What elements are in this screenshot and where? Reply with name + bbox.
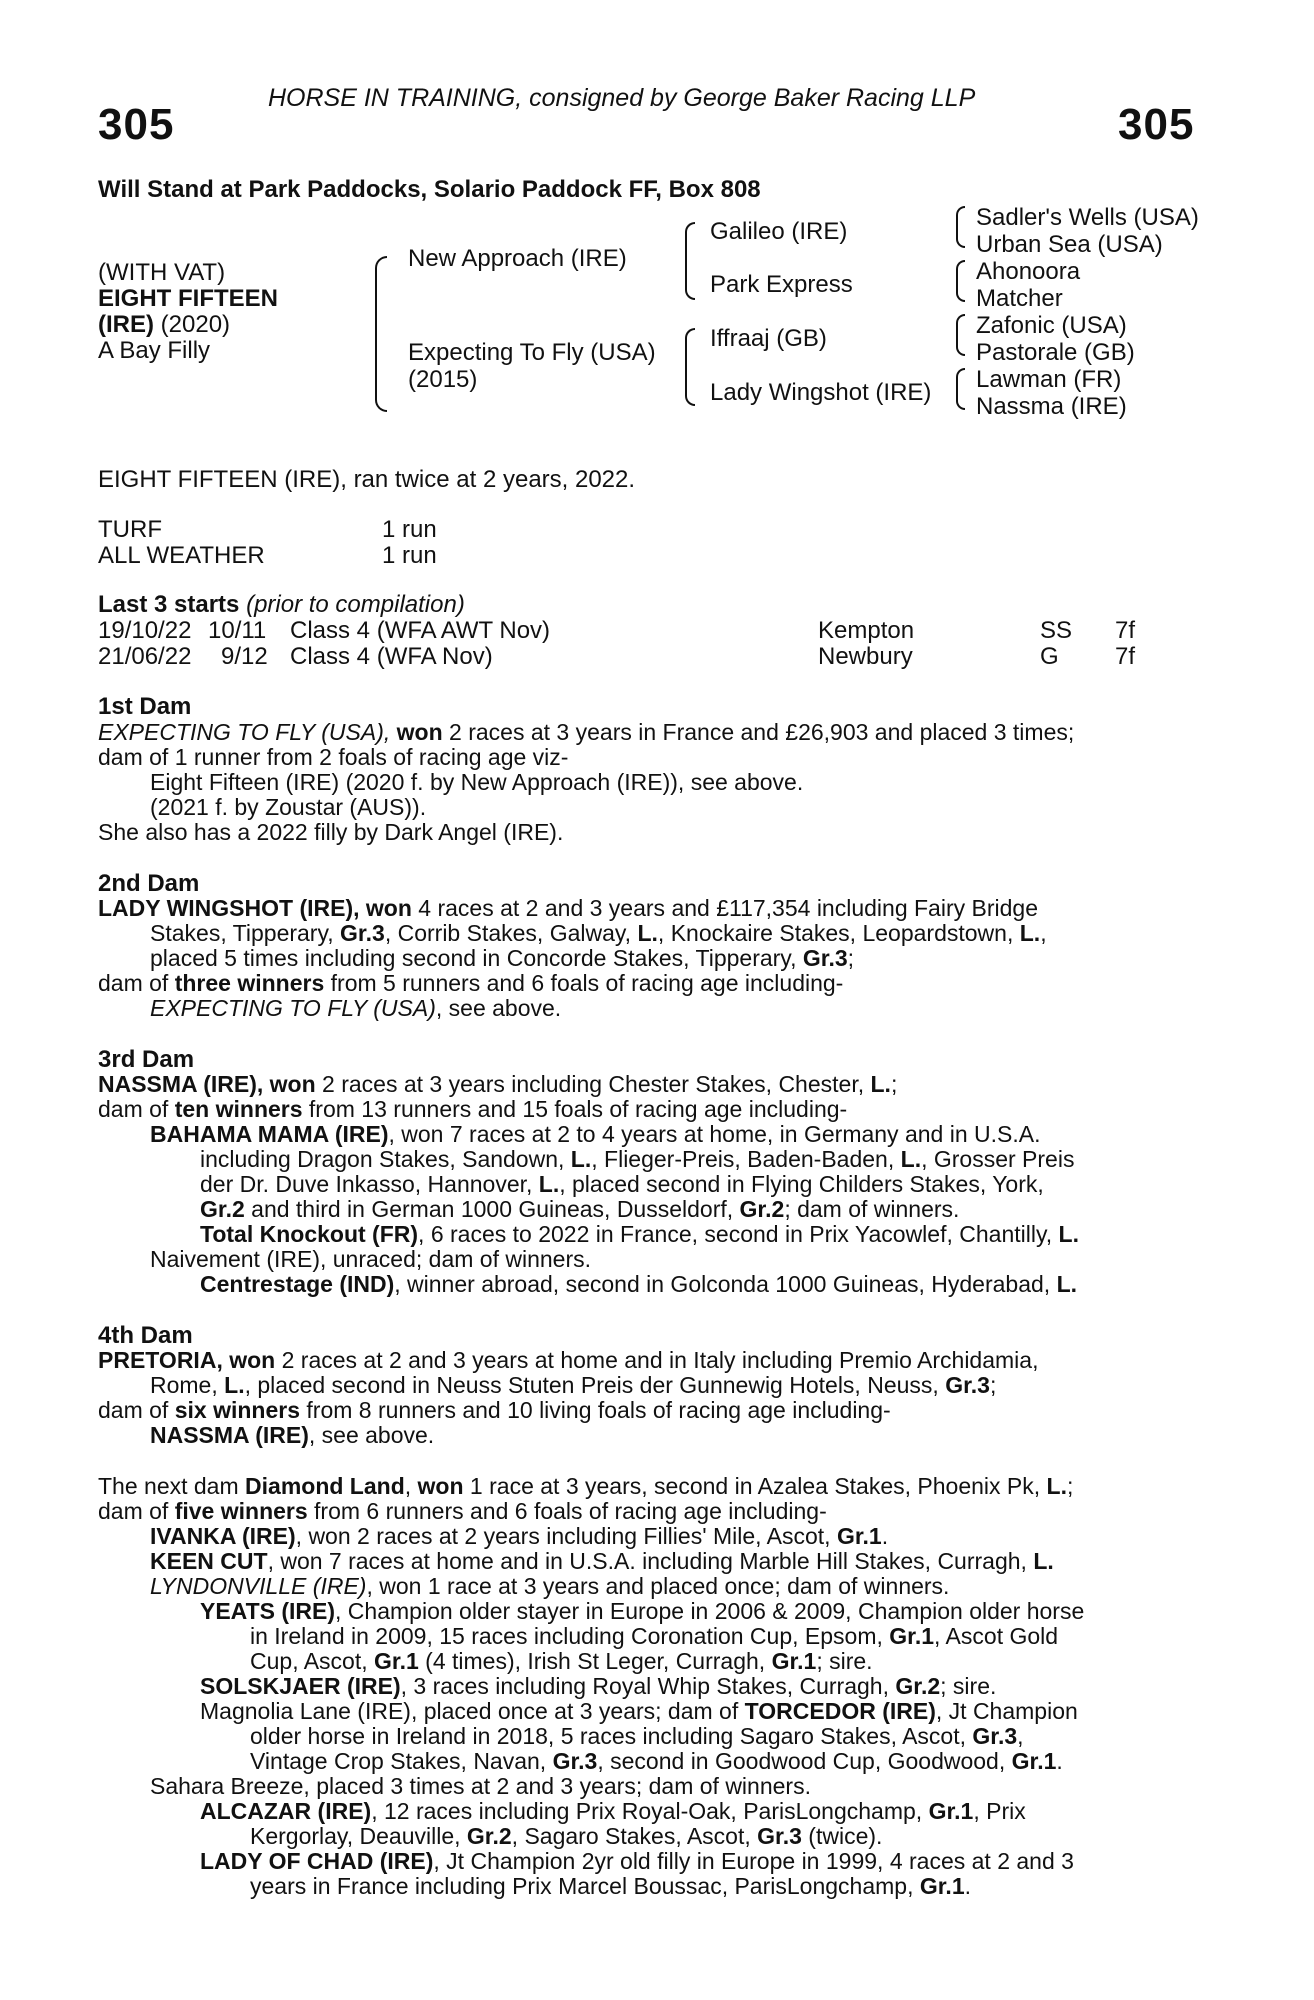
dam2-heading: 2nd Dam — [98, 870, 200, 897]
dam1-line: dam of 1 runner from 2 foals of racing age viz- — [98, 744, 569, 770]
catalogue-header: HORSE IN TRAINING, consigned by George Baker Racing LLP — [268, 84, 976, 112]
stand-location: Will Stand at Park Paddocks, Solario Paddock FF, Box 808 — [98, 176, 761, 203]
next-dam-line: Kergorlay, Deauville, Gr.2, Sagaro Stakes, Ascot, Gr.3 (twice). — [250, 1823, 883, 1849]
dam4-line: NASSMA (IRE), see above. — [150, 1422, 435, 1448]
dam3-line: including Dragon Stakes, Sandown, L., Flieger-Preis, Baden-Baden, L., Grosser Preis — [200, 1146, 1075, 1172]
dam3-line: Total Knockout (FR), 6 races to 2022 in France, second in Prix Yacowlef, Chantilly, L. — [200, 1221, 1079, 1247]
next-dam-line: in Ireland in 2009, 15 races including Coronation Cup, Epsom, Gr.1, Ascot Gold — [250, 1623, 1059, 1649]
racing-summary: EIGHT FIFTEEN (IRE), ran twice at 2 years, 2022. — [98, 466, 636, 493]
pedigree-sss: Sadler's Wells (USA) — [976, 204, 1199, 231]
start-distance: 7f — [1115, 617, 1136, 644]
dam4-line: dam of six winners from 8 runners and 10 living foals of racing age including- — [98, 1397, 891, 1423]
runs-surface-aw: ALL WEATHER — [98, 542, 265, 569]
pedigree-sdd: Matcher — [976, 285, 1063, 312]
dam3-heading: 3rd Dam — [98, 1046, 195, 1073]
dam1-heading: 1st Dam — [98, 693, 192, 720]
dam2-line: LADY WINGSHOT (IRE), won 4 races at 2 and 3 years and £117,354 including Fairy Bridge — [98, 895, 1038, 921]
start-position: 9/12 — [221, 643, 268, 670]
pedigree-dam: Expecting To Fly (USA) — [408, 339, 656, 366]
dam2-line: placed 5 times including second in Concorde Stakes, Tipperary, Gr.3; — [150, 945, 855, 971]
pedigree-brace-main — [375, 256, 387, 412]
dam2-line: EXPECTING TO FLY (USA), see above. — [150, 995, 562, 1021]
next-dam-line: ALCAZAR (IRE), 12 races including Prix Royal-Oak, ParisLongchamp, Gr.1, Prix — [200, 1798, 1026, 1824]
dam3-line: der Dr. Duve Inkasso, Hannover, L., placed second in Flying Childers Stakes, York, — [200, 1171, 1044, 1197]
start-going: G — [1040, 643, 1059, 670]
dam3-line: NASSMA (IRE), won 2 races at 3 years including Chester Stakes, Chester, L.; — [98, 1071, 898, 1097]
pedigree-dam-sire: Iffraaj (GB) — [710, 325, 827, 352]
horse-name: EIGHT FIFTEEN — [98, 285, 278, 312]
last-starts-heading: Last 3 starts (prior to compilation) — [98, 591, 465, 618]
pedigree-ssd: Urban Sea (USA) — [976, 231, 1163, 258]
runs-count-aw: 1 run — [382, 542, 437, 569]
dam4-line: PRETORIA, won 2 races at 2 and 3 years at home and in Italy including Premio Archidamia, — [98, 1347, 1039, 1373]
start-course: Newbury — [818, 643, 913, 670]
vat-status: (WITH VAT) — [98, 259, 226, 286]
dam3-line: Naivement (IRE), unraced; dam of winners. — [150, 1246, 592, 1272]
next-dam-line: dam of five winners from 6 runners and 6 foals of racing age including- — [98, 1498, 827, 1524]
pedigree-dam-year: (2015) — [408, 366, 478, 393]
next-dam-line: Magnolia Lane (IRE), placed once at 3 years; dam of TORCEDOR (IRE), Jt Champion — [200, 1698, 1078, 1724]
brace-g1 — [956, 206, 965, 248]
start-class: Class 4 (WFA Nov) — [290, 643, 493, 670]
next-dam-line: The next dam Diamond Land, won 1 race at 3 years, second in Azalea Stakes, Phoenix Pk, L.; — [98, 1473, 1074, 1499]
brace-g2 — [956, 260, 965, 302]
start-date: 19/10/22 — [98, 617, 192, 644]
next-dam-line: KEEN CUT, won 7 races at home and in U.S.A. including Marble Hill Stakes, Curragh, L. — [150, 1548, 1054, 1574]
next-dam-line: SOLSKJAER (IRE), 3 races including Royal Whip Stakes, Curragh, Gr.2; sire. — [200, 1673, 997, 1699]
next-dam-line: older horse in Ireland in 2018, 5 races including Sagaro Stakes, Ascot, Gr.3, — [250, 1723, 1024, 1749]
pedigree-ddd: Nassma (IRE) — [976, 393, 1127, 420]
brace-g4 — [956, 368, 965, 410]
next-dam-line: years in France including Prix Marcel Boussac, ParisLongchamp, Gr.1. — [250, 1873, 972, 1899]
horse-origin-year: (IRE) (2020) — [98, 311, 231, 338]
dam4-heading: 4th Dam — [98, 1322, 193, 1349]
dam3-line: Centrestage (IND), winner abroad, second in Golconda 1000 Guineas, Hyderabad, L. — [200, 1271, 1078, 1297]
dam1-line: She also has a 2022 filly by Dark Angel (IRE). — [98, 819, 564, 845]
pedigree-sire-dam: Park Express — [710, 271, 853, 298]
dam3-line: Gr.2 and third in German 1000 Guineas, Dusseldorf, Gr.2; dam of winners. — [200, 1196, 960, 1222]
brace-g3 — [956, 314, 965, 356]
start-class: Class 4 (WFA AWT Nov) — [290, 617, 551, 644]
start-date: 21/06/22 — [98, 643, 192, 670]
next-dam-line: LADY OF CHAD (IRE), Jt Champion 2yr old filly in Europe in 1999, 4 races at 2 and 3 — [200, 1848, 1074, 1874]
dam3-line: dam of ten winners from 13 runners and 15 foals of racing age including- — [98, 1096, 848, 1122]
next-dam-line: Vintage Crop Stakes, Navan, Gr.3, second in Goodwood Cup, Goodwood, Gr.1. — [250, 1748, 1063, 1774]
dam1-line: EXPECTING TO FLY (USA), won 2 races at 3 years in France and £26,903 and placed 3 times; — [98, 719, 1075, 745]
runs-count-turf: 1 run — [382, 516, 437, 543]
runs-surface-turf: TURF — [98, 516, 162, 543]
start-position: 10/11 — [208, 617, 267, 644]
lot-number-right: 305 — [1118, 100, 1195, 149]
horse-description: A Bay Filly — [98, 337, 211, 364]
pedigree-brace-sire — [685, 222, 695, 300]
pedigree-brace-dam — [685, 328, 695, 406]
dam2-line: Stakes, Tipperary, Gr.3, Corrib Stakes, Galway, L., Knockaire Stakes, Leopardstown, L., — [150, 920, 1047, 946]
next-dam-line: YEATS (IRE), Champion older stayer in Europe in 2006 & 2009, Champion older horse — [200, 1598, 1085, 1624]
start-going: SS — [1040, 617, 1073, 644]
pedigree-sire-sire: Galileo (IRE) — [710, 218, 848, 245]
dam3-line: BAHAMA MAMA (IRE), won 7 races at 2 to 4 years at home, in Germany and in U.S.A. — [150, 1121, 1041, 1147]
pedigree-sds: Ahonoora — [976, 258, 1081, 285]
pedigree-sire: New Approach (IRE) — [408, 245, 627, 272]
next-dam-line: Cup, Ascot, Gr.1 (4 times), Irish St Leger, Curragh, Gr.1; sire. — [250, 1648, 873, 1674]
pedigree-dam-dam: Lady Wingshot (IRE) — [710, 379, 932, 406]
lot-number-left: 305 — [98, 100, 175, 149]
dam1-line: (2021 f. by Zoustar (AUS)). — [150, 794, 427, 820]
next-dam-line: IVANKA (IRE), won 2 races at 2 years including Fillies' Mile, Ascot, Gr.1. — [150, 1523, 889, 1549]
pedigree-dsd: Pastorale (GB) — [976, 339, 1135, 366]
dam1-line: Eight Fifteen (IRE) (2020 f. by New Approach (IRE)), see above. — [150, 769, 804, 795]
next-dam-line: Sahara Breeze, placed 3 times at 2 and 3 years; dam of winners. — [150, 1773, 811, 1799]
next-dam-line: LYNDONVILLE (IRE), won 1 race at 3 years and placed once; dam of winners. — [150, 1573, 950, 1599]
pedigree-dds: Lawman (FR) — [976, 366, 1122, 393]
dam4-line: Rome, L., placed second in Neuss Stuten Preis der Gunnewig Hotels, Neuss, Gr.3; — [150, 1372, 997, 1398]
start-distance: 7f — [1115, 643, 1136, 670]
dam2-line: dam of three winners from 5 runners and 6 foals of racing age including- — [98, 970, 844, 996]
pedigree-dss: Zafonic (USA) — [976, 312, 1127, 339]
start-course: Kempton — [818, 617, 915, 644]
